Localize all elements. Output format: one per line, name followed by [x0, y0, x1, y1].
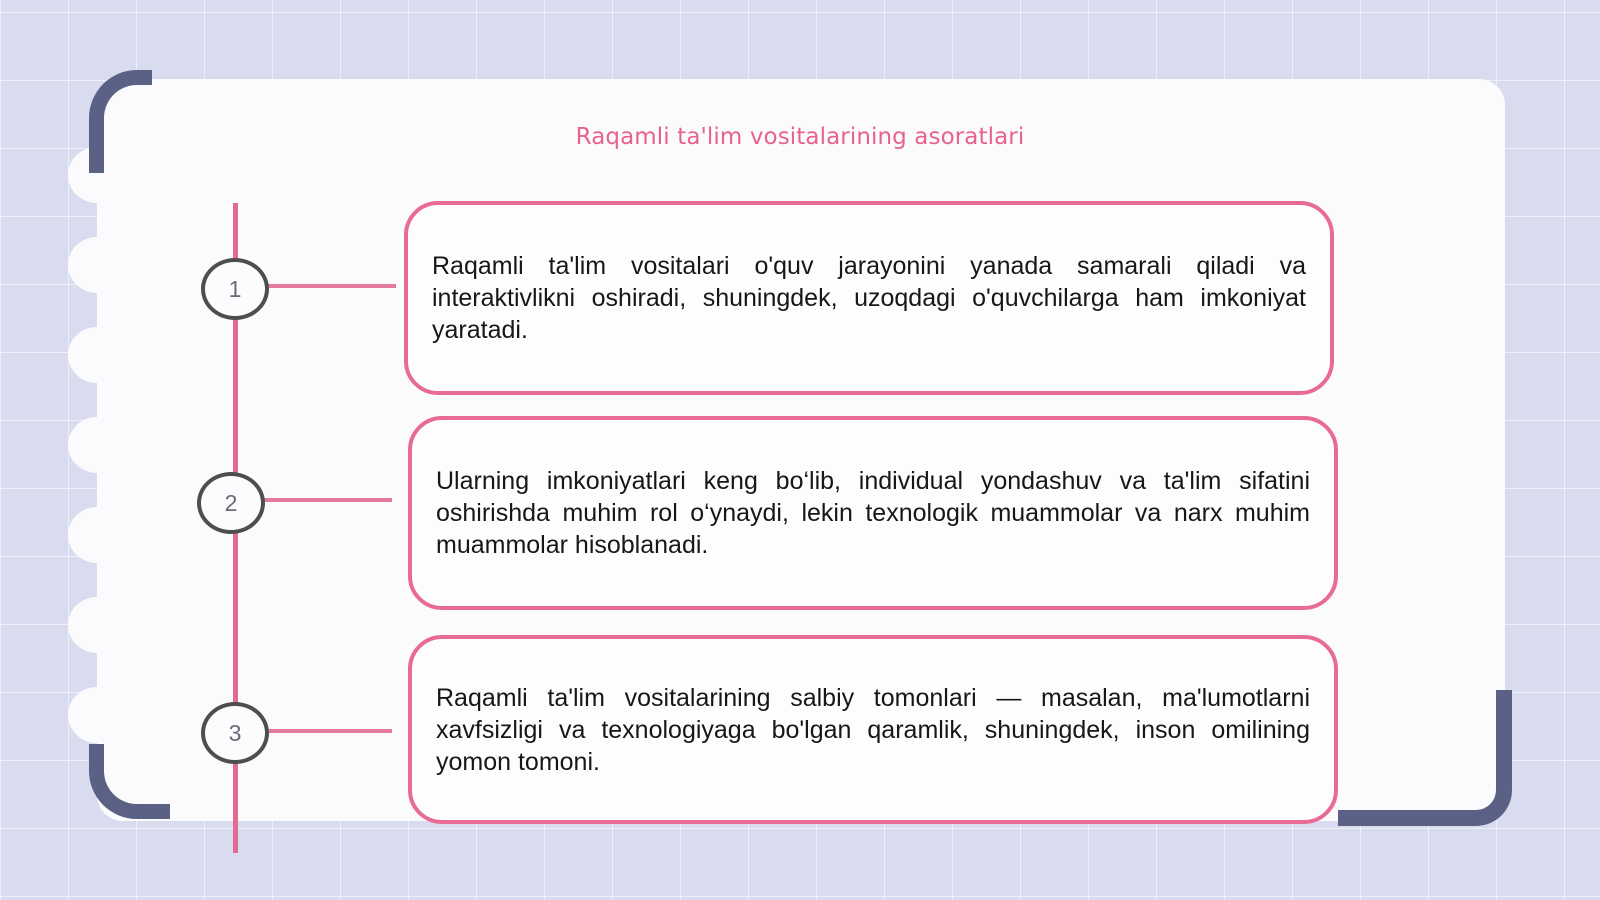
info-card-text: Ularning imkoniyatlari keng bo‘lib, individual yondashuv va ta'lim sifatini oshirishda muhim rol o‘ynaydi, lekin texnologik muammolar va narx muhim muammolar hisoblanadi. — [436, 467, 1310, 559]
timeline-connector-2 — [262, 498, 392, 502]
page-scallop — [68, 237, 126, 293]
timeline-node-2 — [197, 472, 265, 534]
timeline-connector-3 — [266, 729, 392, 733]
info-card-3 — [408, 635, 1338, 824]
timeline-node-3 — [201, 702, 269, 764]
corner-bracket-top-left — [89, 70, 152, 173]
info-card-1 — [404, 201, 1334, 395]
page-scallop — [68, 417, 126, 473]
page-scallop — [68, 327, 126, 383]
info-card-text: Raqamli ta'lim vositalarining salbiy tomonlari — masalan, ma'lumotlarni xavfsizligi va texnologiyaga bo'lgan qaramlik, shuningdek, inson omilining yomon tomoni. — [436, 683, 1310, 776]
page-scallop — [68, 597, 126, 653]
slide-title-text: Raqamli ta'lim vositalarining asoratlari — [575, 124, 1025, 150]
page-scallop — [68, 507, 126, 563]
timeline-node-1 — [201, 258, 269, 320]
node-number: 3 — [228, 719, 242, 746]
timeline-connector-1 — [266, 284, 396, 288]
corner-bracket-bottom-right — [1338, 690, 1512, 826]
info-card-2 — [408, 416, 1338, 610]
page-scallop — [68, 687, 126, 743]
node-number: 2 — [224, 489, 238, 516]
slide-title — [0, 124, 1600, 150]
node-number: 1 — [228, 275, 242, 302]
info-card-text: Raqamli ta'lim vositalari o'quv jarayonini yanada samarali qiladi va interaktivlikni oshiradi, shuningdek, uzoqdagi o'quvchilarga ham imkoniyat yaratadi. — [432, 252, 1306, 344]
